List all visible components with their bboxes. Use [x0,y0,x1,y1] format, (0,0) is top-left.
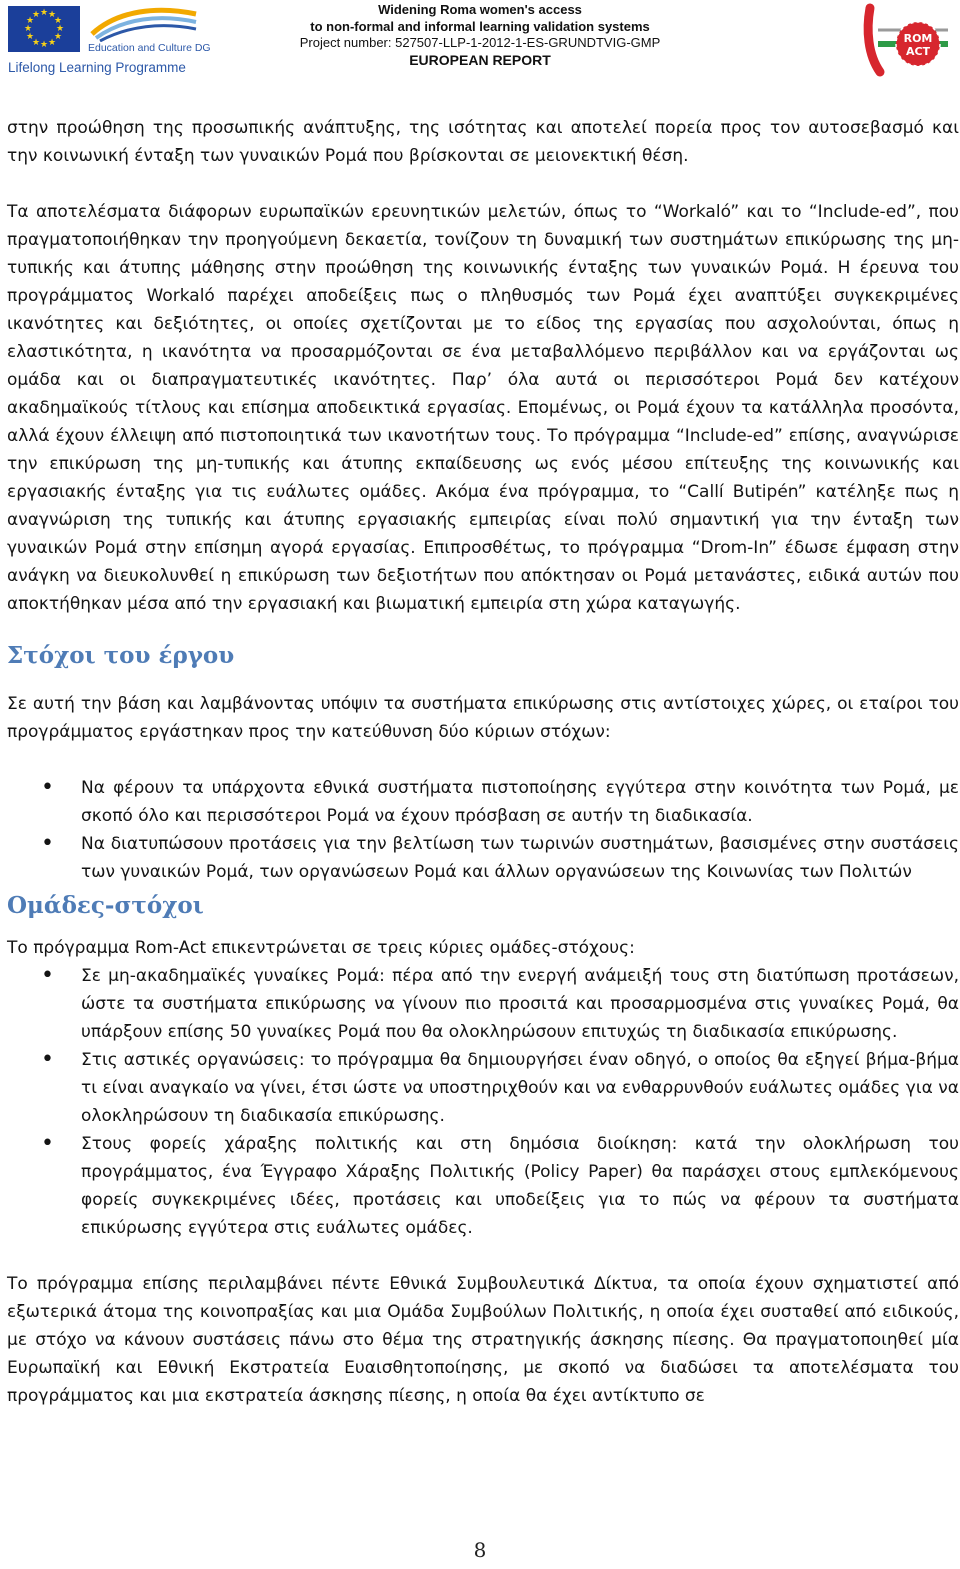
logo-text-act: ACT [905,45,931,58]
paragraph-target-groups-intro: Το πρόγραμμα Rom-Act επικεντρώνεται σε τρεις κύριες ομάδες-στόχους: [7,938,635,958]
paragraph-research-findings: Τα αποτελέσματα διάφορων ευρωπαϊκών ερευνητικών μελετών, όπως το “Workaló” και το “Include-ed”, που πραγματοποιήθηκαν την προηγούμενη δεκαετία, τονίζουν τη δυναμική των συστημάτων επικύρωσης της μη-τυπικής και άτυπης μάθησης στην προώθηση της κοινωνικής ένταξης των γυναικών Ρομά. Η έρευνα του προγράμματος Workaló παρέχει αποδείξεις πως ο πληθυσμός των Ρομά έχει αναπτύξει συγκεκριμένες ικανότητες και δεξιότητες, οι οποίες σχετίζονται με το είδος της εργασίας που ασχολούνται, όπως η ελαστικότητα, η ικανότητα να προσαρμόζονται σε ένα μεταβαλλόμενο περιβάλλον και να εργάζονται ως ομάδα και οι διαπραγματευτικές ικανότητες. Παρ’ όλα αυτά οι περισσότεροι Ρομά δεν κατέχουν ακαδημαϊκούς τίτλους και επίσημα αποδεικτικά εργασίας. Επομένως, οι Ρομά έχουν τα κατάλληλα προσόντα, αλλά έχουν έλλειψη από πιστοποιητικά των ικανοτήτων τους. Το πρόγραμμα “Include-ed” επίσης, αναγνώρισε την επικύρωση της μη-τυπικής και άτυπης εκπαίδευσης ως ενός μέσου επίτευξης της κοινωνικής και εργασιακής ένταξης για τις ευάλωτες ομάδες. Ακόμα ένα πρόγραμμα, το “Callí Butipén” κατέληξε πως η αναγνώριση της τυπικής και άτυπης εργασιακής εμπειρίας είναι πολύ σημαντική για την ένταξη των γυναικών Ρομά στην επίσημη αγορά εργασίας. Επιπροσθέτως, το πρόγραμμα “Drom-In” έδωσε έμφαση στην ανάγκη να διευκολυνθεί η επικύρωση των δεξιοτήτων που απόκτησαν οι Ρομά μετανάστες, ειδικά αυτών που αποκτήθηκαν μέσα από την εργασιακή και βιωματική εμπειρία στη χώρα καταγωγής. [7,202,959,614]
svg-text:★: ★ [25,32,35,42]
svg-text:★: ★ [53,32,63,42]
paragraph-intro-continuation: στην προώθηση της προσωπικής ανάπτυξης, της ισότητας και αποτελεί πορεία προς τον αυτοσεβασμό και την κοινωνική ένταξη των γυναικών Ρομά που βρίσκονται σε μειονεκτική θέση. [7,118,959,166]
target-groups-list [7,962,959,1242]
eu-lifelong-learning-logo [8,2,211,78]
svg-text:★: ★ [47,38,57,48]
report-title-line-1: Widening Roma women's access [378,2,582,17]
list-item: • Στις αστικές οργανώσεις: το πρόγραμμα θα δημιουργήσει έναν οδηγό, ο οποίος θα εξηγεί βήμα-βήμα τι είναι αναγκαίο να γίνει, έτσι ώστε να υποστηριχθούν και να ενθαρρυνθούν ευάλωτες ομάδες για να ολοκληρώσουν τη διαδικασία επικύρωσης. [7,1046,959,1130]
page-header [0,0,960,84]
svg-text:★: ★ [39,40,49,50]
svg-text:★: ★ [47,10,57,20]
svg-text:★: ★ [23,24,33,34]
list-item: • Να φέρουν τα υπάρχοντα εθνικά συστήματα πιστοποίησης εγγύτερα στην κοινότητα των Ρομά, με σκοπό όλο και περισσότεροι Ρομά να έχουν πρόσβαση σε αυτήν τη διαδικασία. [7,774,959,830]
svg-text:★: ★ [55,24,65,34]
education-culture-swoosh-icon [88,4,200,42]
goals-list [7,774,959,886]
section-heading-project-goals: Στόχοι του έργου [7,642,235,669]
report-title-block [240,2,720,68]
page-number: 8 [473,1538,487,1562]
svg-text:★: ★ [31,38,41,48]
report-type: EUROPEAN REPORT [409,51,551,68]
project-number: Project number: 527507-LLP-1-2012-1-ES-GRUNDTVIG-GMP [299,35,661,50]
section-heading-target-groups: Ομάδες-στόχοι [7,892,204,919]
svg-text:★: ★ [39,8,49,18]
report-title-line-2: to non-formal and informal learning validation systems [310,18,650,34]
eu-flag-icon [8,6,80,52]
document-body [7,114,959,1410]
svg-text:★: ★ [25,16,35,26]
svg-text:★: ★ [53,16,63,26]
logo-text-rom: ROM [903,32,933,45]
lifelong-learning-label: Lifelong Learning Programme [8,60,186,75]
list-item: • Στους φορείς χάραξης πολιτικής και στη δημόσια διοίκηση: κατά την ολοκλήρωση του προγράμματος, ένα Έγγραφο Χάραξης Πολιτικής (Policy Paper) θα παράσχει στους εμπλεκόμενους φορείς συγκεκριμένες ιδέες, προτάσεις και υποδείξεις για το πώς να φέρουν τα συστήματα επικύρωσης εγγύτερα στις ευάλωτες ομάδες. [7,1130,959,1242]
education-culture-label: Education and Culture DG [88,42,211,54]
svg-text:★: ★ [31,10,41,20]
paragraph-goals-intro: Σε αυτή την βάση και λαμβάνοντας υπόψιν τα συστήματα επικύρωσης στις αντίστοιχες χώρες, οι εταίροι του προγράμματος εργάστηκαν προς την κατεύθυνση δύο κύριων στόχων: [7,694,959,742]
list-item: • Σε μη-ακαδημαϊκές γυναίκες Ρομά: πέρα από την ενεργή ανάμειξή τους στη διατύπωση προτάσεων, ώστε τα συστήματα επικύρωσης να γίνουν πιο προσιτά και προσαρμοσμένα στις γυναίκες Ρομά, θα υπάρξουν επίσης 50 γυναίκες Ρομά που θα ολοκληρώσουν επιτυχώς τη διαδικασία επικύρωσης. [7,962,959,1046]
rom-act-logo [856,0,956,82]
paragraph-advisory-networks: Το πρόγραμμα επίσης περιλαμβάνει πέντε Εθνικά Συμβουλευτικά Δίκτυα, τα οποία έχουν σχηματιστεί από εξωτερικά άτομα της κοινοπραξίας και μια Ομάδα Συμβούλων Πολιτικής, η οποία έχει συσταθεί από ειδικούς, με στόχο να κάνουν συστάσεις πάνω στο θέμα της στρατηγικής άσκησης πίεσης. Θα πραγματοποιηθεί μία Ευρωπαϊκή και Εθνική Εκστρατεία Ευαισθητοποίησης, με σκοπό να διαδώσει τα αποτελέσματα του προγράμματος και μια εκστρατεία άσκησης πίεσης, η οποία θα έχει αντίκτυπο σε [7,1274,959,1406]
list-item: • Να διατυπώσουν προτάσεις για την βελτίωση των τωρινών συστημάτων, βασισμένες στην συστάσεις των γυναικών Ρομά, των οργανώσεων Ρομά και άλλων οργανώσεων της Κοινωνίας των Πολιτών [7,830,959,886]
